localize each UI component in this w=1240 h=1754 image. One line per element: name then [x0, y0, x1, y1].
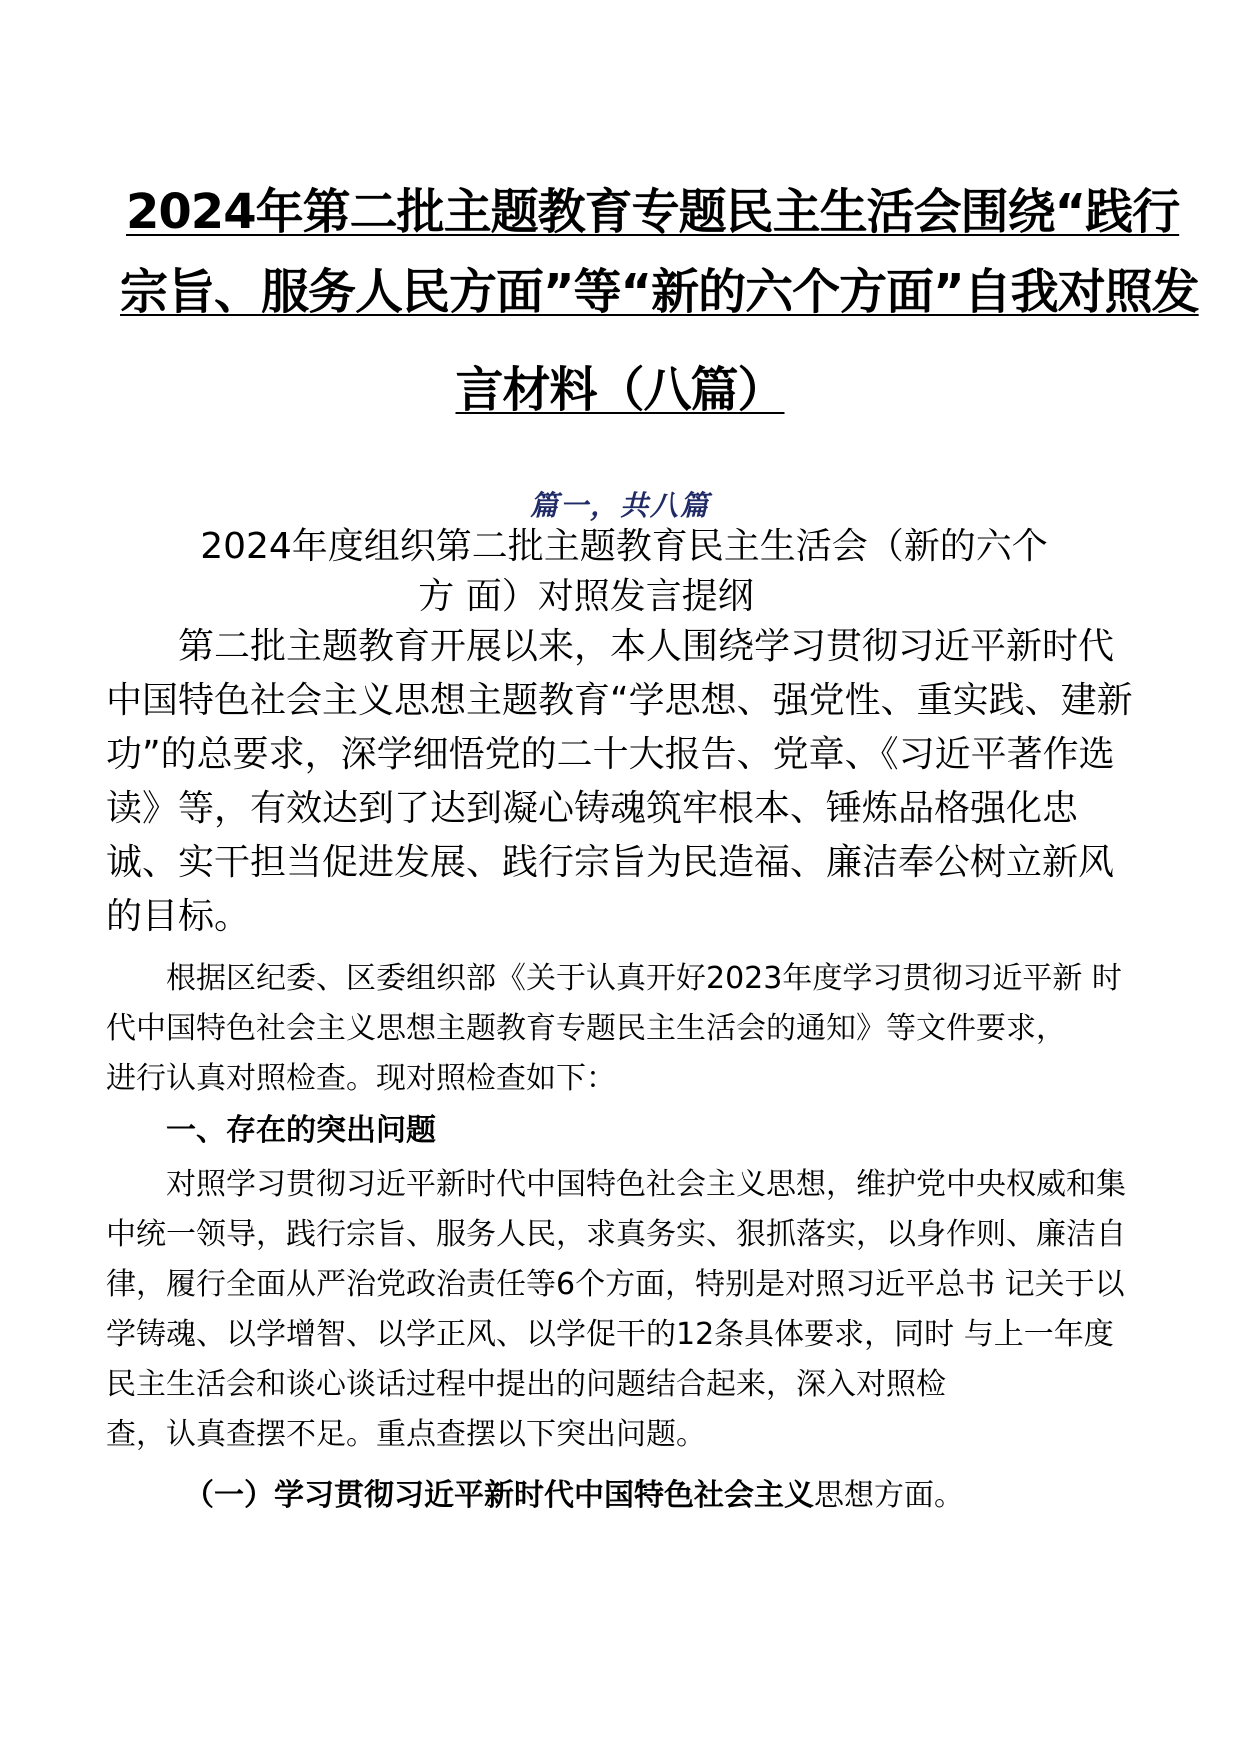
subtitle-line-2: 方 面）对照发言提纲: [418, 576, 754, 617]
intro-paragraph: 第二批主题教育开展以来，本人围绕学习贯彻习近平新时代中国特色社会主义思想主题教育“学思想、强党性、重实践、建新功”的总要求，深学细悟党的二十大报告、党章、《习近平著作选读》等，有效达到了达到凝心铸魂筑牢根本、锤炼品格强化忠诚、实干担当促进发展、践行宗旨为民造福、廉洁奉公树立新风的目标。: [106, 626, 1133, 937]
basis-continuation: 进行认真对照检查。现对照检查如下：: [106, 1061, 616, 1096]
subheading-bold-part: （一）学习贯彻习近平新时代中国特色社会主义: [184, 1478, 814, 1513]
title-line-3: 言材料（八篇）: [455, 362, 785, 418]
section-tag: 篇一，共八篇: [529, 489, 710, 522]
section-heading-1: 一、存在的突出问题: [166, 1113, 436, 1148]
subheading-rest: 思想方面。: [814, 1478, 964, 1513]
contrast-paragraph: 对照学习贯彻习近平新时代中国特色社会主义思想，维护党中央权威和集中统一领导，践行宗旨、服务人民，求真务实、狠抓落实，以身作则、廉洁自律，履行全面从严治党政治责任等6个方面，特别是对照习近平总书 记关于以学铸魂、以学增智、以学正风、以学促干的12条具体要求，同时 与上一年度民主生活会和谈心谈话过程中提出的问题结合起来，深入对照检: [106, 1167, 1126, 1402]
subtitle-line-1: 2024年度组织第二批主题教育民主生活会（新的六个: [200, 526, 1048, 567]
document-subtitle: [0, 522, 1240, 622]
title-line-1: 2024年第二批主题教育专题民主生活会围绕“践行: [126, 184, 1180, 240]
contrast-continuation: 查，认真查摆不足。重点查摆以下突出问题。: [106, 1417, 706, 1452]
subsection-heading-1: [106, 1468, 1136, 1524]
document-title: [108, 172, 1199, 430]
document-body: [106, 620, 1136, 1524]
basis-paragraph: 根据区纪委、区委组织部《关于认真开好2023年度学习贯彻习近平新 时代中国特色社会主义思想主题教育专题民主生活会的通知》等文件要求，: [106, 961, 1122, 1046]
title-line-2: 宗旨、服务人民方面”等“新的六个方面”自我对照发: [120, 264, 1199, 320]
